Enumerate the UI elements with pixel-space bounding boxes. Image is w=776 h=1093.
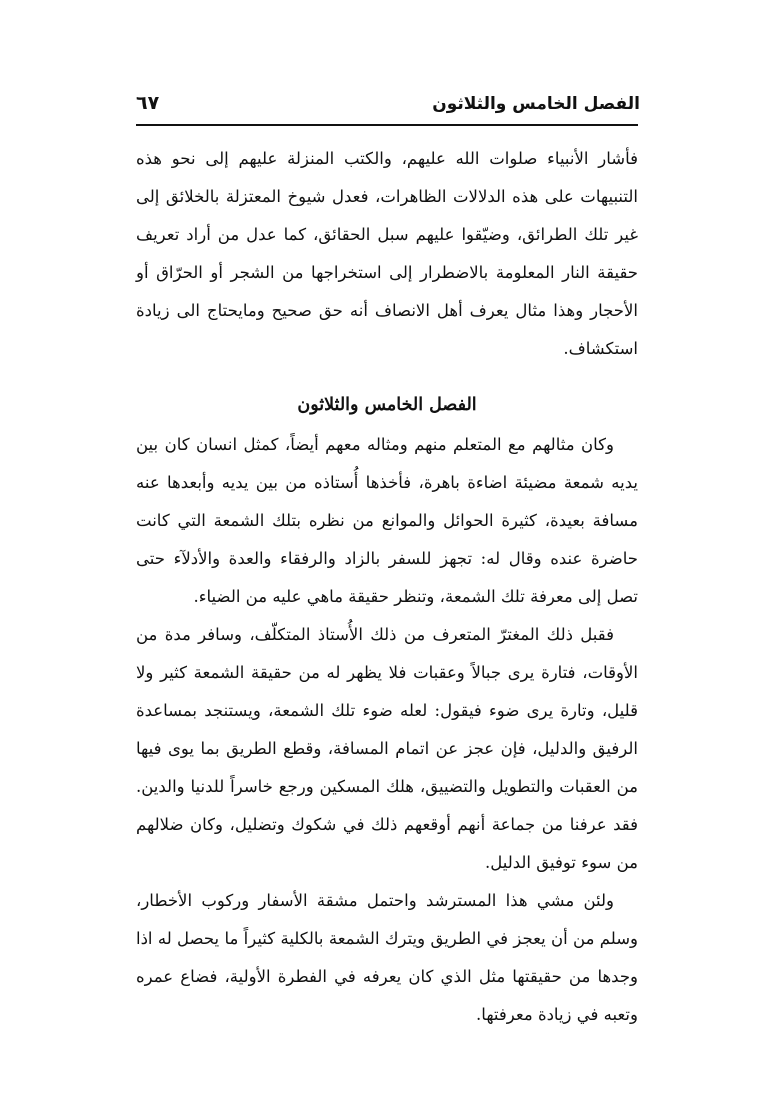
running-title: الفصل الخامس والثلاثون <box>432 94 640 114</box>
paragraph: فقبل ذلك المغترّ المتعرف من ذلك الأُستاذ المتكلّف، وسافر مدة من الأوقات، فتارة يرى جبالاً وعقبات فلا يظهر له من حقيقة الشمعة كثير ولا قليل، وتارة يرى ضوء فيقول: لعله ضوء تلك الشمعة، ويستنجد بمساعدة الرفيق والدليل، فإن عجز عن اتمام المسافة، وقطع الطريق بما يوى فيها من العقبات والتطويل والتضييق، هلك المسكين ورجع خاسراً للدنيا والدين. فقد عرفنا من جماعة أنهم أوقعهم ذلك في شكوك وتضليل، وكان ضلالهم من سوء توفيق الدليل. <box>136 625 638 872</box>
paragraph: ولئن مشي هذا المسترشد واحتمل مشقة الأسفار وركوب الأخطار، وسلم من أن يعجز في الطريق ويترك الشمعة بالكلية كثيراً ما يحصل له اذا وجدها من حقيقتها مثل الذي كان يعرفه في الفطرة الأولية، فضاع عمره وتعبه في زيادة معرفتها. <box>136 891 638 1024</box>
header-rule <box>136 124 638 126</box>
section-heading: الفصل الخامس والثلاثون <box>297 395 477 415</box>
body-text <box>136 140 638 1034</box>
paragraph: فأشار الأنبياء صلوات الله عليهم، والكتب المنزلة عليهم إلى نحو هذه التنبيهات على هذه الدلالات الظاهرات، فعدل شيوخ المعتزلة بالخلائق إلى غير تلك الطرائق، وضيّقوا عليهم سبل الحقائق، كما عدل من أراد تعريف حقيقة النار المعلومة بالاضطرار إلى استخراجها من الشجر أو الحرّاق أو الأحجار وهذا مثال يعرف أهل الانصاف أنه حق صحيح ومايحتاج الى زيادة استكشاف. <box>136 149 638 358</box>
page-number: ٦٧ <box>136 92 160 114</box>
paragraph: وكان مثالهم مع المتعلم منهم ومثاله معهم أيضاً، كمثل انسان كان بين يديه شمعة مضيئة اضاءة باهرة، فأخذها أُستاذه من بين يديه وأبعدها عنه مسافة بعيدة، كثيرة الحوائل والموانع من نظره بتلك الشمعة التي كانت حاضرة عنده وقال له: تجهز للسفر بالزاد والرفقاء والعدة والأدلآء حتى تصل إلى معرفة تلك الشمعة، وتنظر حقيقة ماهي عليه من الضياء. <box>136 435 638 606</box>
